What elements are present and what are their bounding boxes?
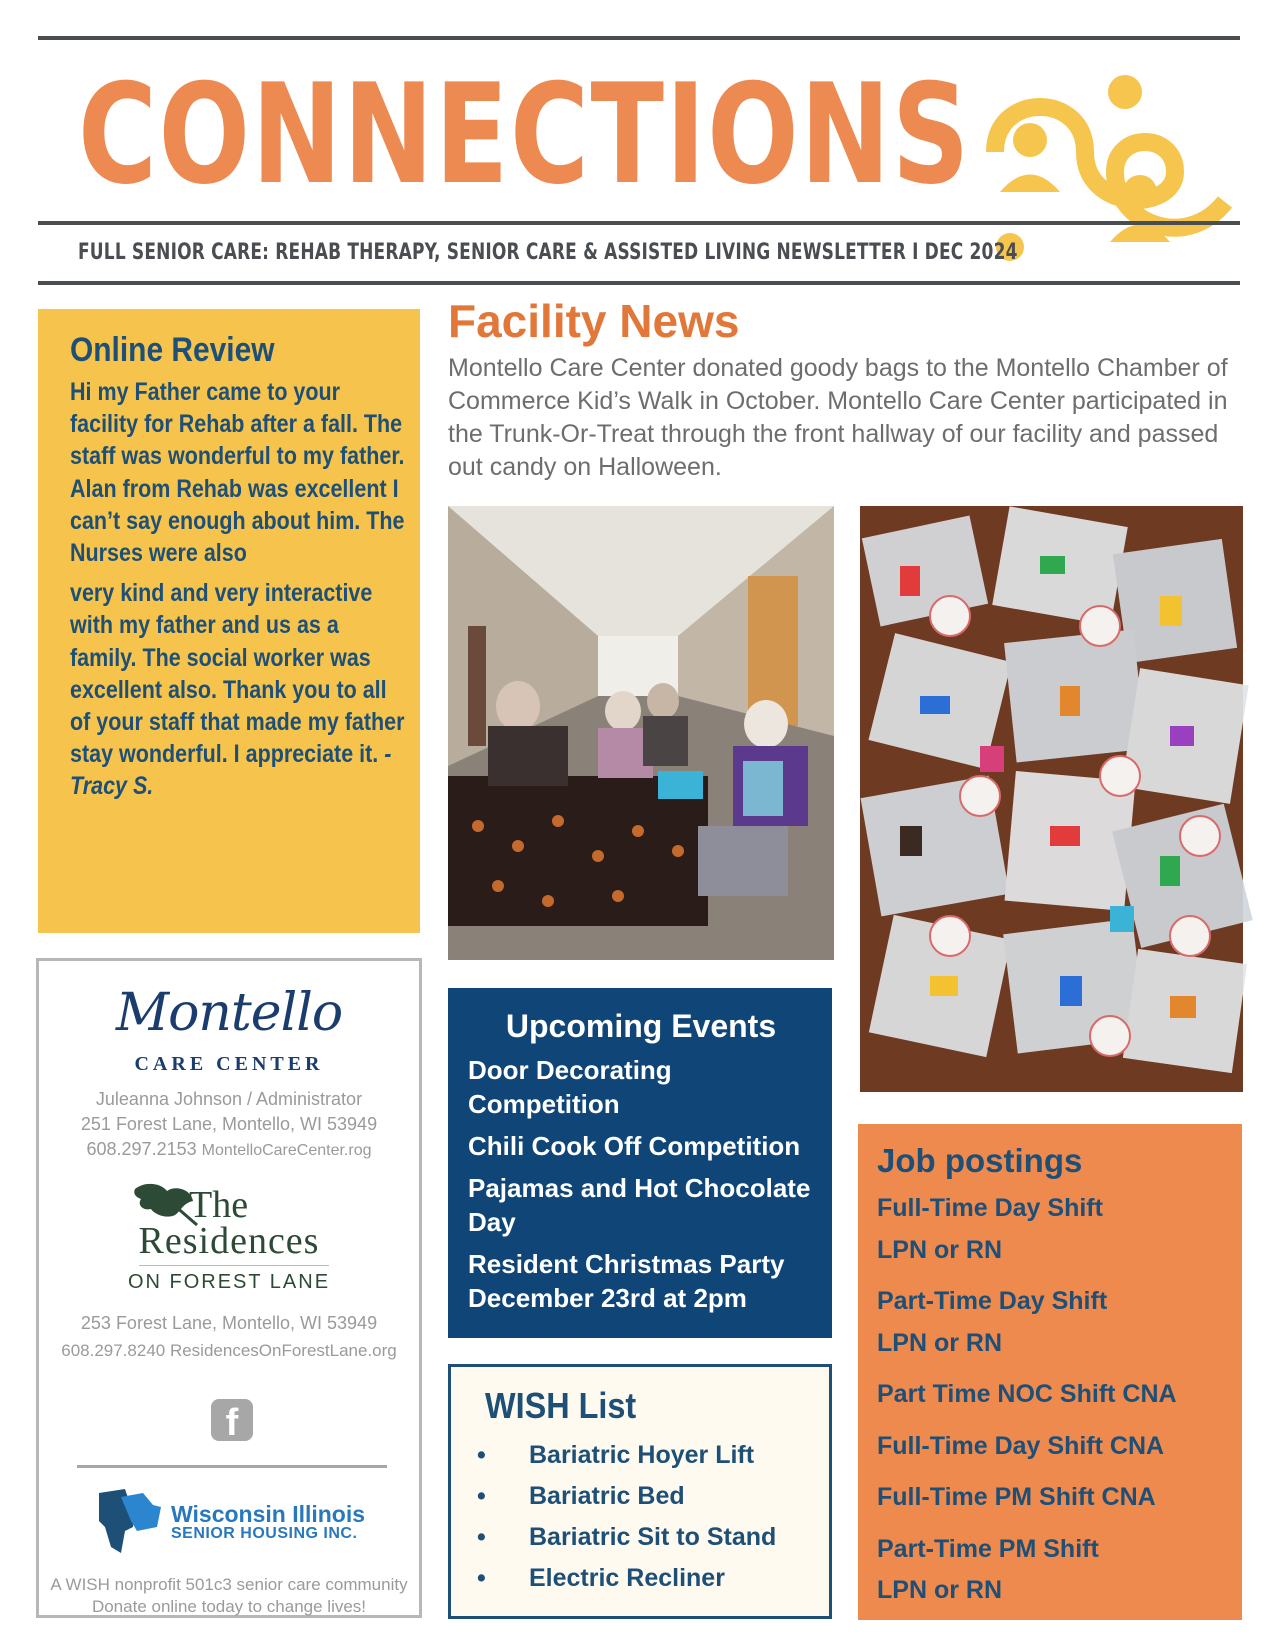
event-item: Door Decorating Competition	[468, 1055, 672, 1119]
bullet-icon: •	[477, 1441, 486, 1469]
administrator-line: Juleanna Johnson / Administrator	[95, 1089, 363, 1109]
montello-logo-sub: CARE CENTER	[134, 1053, 324, 1075]
facebook-icon[interactable]: f	[211, 1399, 253, 1441]
upcoming-events-heading: Upcoming Events	[505, 1008, 777, 1044]
wish-list-item-label: Bariatric Hoyer Lift	[529, 1441, 755, 1469]
online-review-text-part1: Hi my Father came to your facility for Rehab after a fall. The staff was wonderful to my father. Alan from Rehab was excellent I can’t say enough about him. The Nurses were also	[70, 378, 405, 568]
wish-list-box	[448, 1364, 832, 1619]
wish-list-item-label: Electric Recliner	[529, 1564, 725, 1592]
wish-list-item-label: Bariatric Sit to Stand	[529, 1523, 777, 1551]
job-posting-item: Part-Time Day Shift LPN or RN	[877, 1287, 1108, 1357]
residences-logo-rule	[139, 1265, 329, 1266]
bullet-icon: •	[477, 1564, 486, 1592]
event-item: Chili Cook Off Competition	[468, 1131, 801, 1161]
job-posting-item: Full-Time Day Shift LPN or RN	[877, 1194, 1103, 1264]
residences-logo-name: Residences	[138, 1220, 320, 1262]
facility-news-heading: Facility News	[448, 295, 740, 347]
montello-address: 251 Forest Lane, Montello, WI 53949	[80, 1114, 378, 1134]
job-postings-box	[858, 1124, 1242, 1620]
masthead-title: CONNECTIONS	[78, 54, 971, 215]
upcoming-events-box	[448, 988, 832, 1338]
wish-org-name: Wisconsin Illinois	[171, 1501, 366, 1527]
bullet-icon: •	[477, 1482, 486, 1510]
goody-bags-photo-illustration	[860, 506, 1243, 1092]
hallway-photo-illustration	[448, 506, 834, 960]
event-item: Pajamas and Hot Chocolate Day	[468, 1173, 811, 1237]
facility-news-body: Montello Care Center donated goody bags to the Montello Chamber of Commerce Kid’s Walk in October. Montello Care Center participated in the Trunk-Or-Treat through the front hallway of our facility and passed out candy on Halloween.	[448, 354, 1228, 481]
online-review-author: -Tracy S.	[70, 740, 392, 801]
wish-list-heading: WISH List	[485, 1385, 637, 1426]
wish-tagline-2: Donate online today to change lives!	[91, 1597, 367, 1616]
montello-contact	[39, 1139, 419, 1160]
wish-list-item-label: Bariatric Bed	[529, 1482, 685, 1510]
job-posting-item: Part-Time PM Shift LPN or RN	[877, 1534, 1099, 1604]
wish-list-item	[477, 1476, 829, 1517]
job-posting-item: Part Time NOC Shift CNA	[877, 1380, 1177, 1408]
masthead-middle-rule	[38, 221, 1240, 225]
facility-info-box	[36, 958, 422, 1618]
masthead-bottom-rule	[38, 281, 1240, 285]
online-review-text-part2	[70, 577, 405, 802]
wish-tagline-1: A WISH nonprofit 501c3 senior care community	[50, 1575, 408, 1594]
masthead-subtitle: FULL SENIOR CARE: REHAB THERAPY, SENIOR CARE & ASSISTED LIVING NEWSLETTER I DEC 2024	[78, 240, 1018, 265]
wisconsin-illinois-map-icon	[95, 1487, 169, 1555]
hallway-residents-photo	[448, 506, 834, 960]
bullet-icon: •	[477, 1523, 486, 1551]
online-review-heading: Online Review	[70, 331, 275, 369]
facility-box-divider	[77, 1465, 387, 1468]
online-review-box	[38, 309, 420, 933]
event-item: Resident Christmas Party December 23rd at 2pm	[468, 1249, 785, 1313]
wish-org-sub: SENIOR HOUSING INC.	[171, 1525, 358, 1542]
residences-logo-sub: ON FOREST LANE	[127, 1271, 331, 1293]
residences-address: 253 Forest Lane, Montello, WI 53949	[80, 1313, 378, 1333]
residences-logo-the: The	[189, 1184, 249, 1226]
job-postings-heading: Job postings	[877, 1142, 1083, 1179]
wish-list-item	[477, 1558, 829, 1599]
job-posting-item: Full-Time PM Shift CNA	[877, 1483, 1156, 1511]
goody-bags-photo	[860, 506, 1243, 1092]
wish-list-item	[477, 1517, 829, 1558]
montello-logo: Montello	[115, 983, 343, 1043]
residences-contact[interactable]: 608.297.8240 ResidencesOnForestLane.org	[61, 1341, 397, 1360]
montello-website-link[interactable]: MontelloCareCenter.rog	[201, 1142, 372, 1159]
online-review-text-part2-body: very kind and very interactive with my father and us as a family. The social worker was excellent also. Thank you to all of your staff that made my father stay wonderful. I appreciate it.	[70, 579, 405, 769]
wish-list-item	[477, 1435, 829, 1476]
montello-phone: 608.297.2153	[86, 1139, 197, 1159]
job-posting-item: Full-Time Day Shift CNA	[877, 1431, 1165, 1460]
